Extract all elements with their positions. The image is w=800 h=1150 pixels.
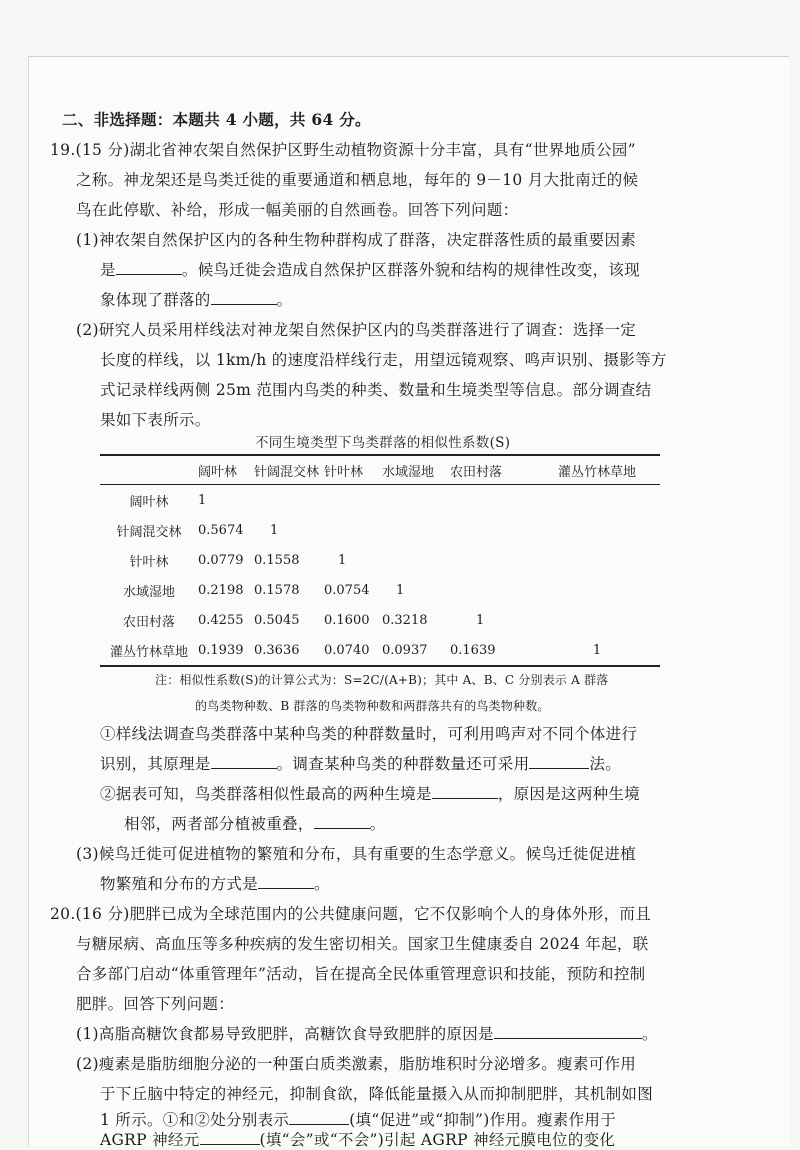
table-cell: 0.1578: [254, 582, 300, 598]
q20-p2-line4: AGRP 神经元 (填“会”或“不会”)引起 AGRP 神经元膜电位的变化: [100, 1131, 616, 1149]
q19-line3: 鸟在此停歇、补给，形成一幅美丽的自然画卷。回答下列问题：: [76, 201, 519, 219]
table-cell: [534, 545, 660, 575]
table-header-cell: 针叶林: [324, 455, 382, 485]
table-cell: 0.0779: [198, 552, 244, 568]
q19-s2-line1: ②据表可知，鸟类群落相似性最高的两种生境是 ，原因是这两种生境: [100, 785, 641, 803]
table-cell: [254, 485, 324, 516]
table-header-row: [100, 455, 660, 485]
row-label: 灌丛竹林草地: [100, 635, 198, 666]
table-row: [100, 635, 660, 666]
table-cell: 1: [198, 492, 207, 508]
table-cell: [382, 515, 450, 545]
q19-line2: 之称。神龙架还是鸟类迁徙的重要通道和栖息地，每年的 9－10 月大批南迁的候: [76, 171, 639, 189]
table-note-line2: 的鸟类物种数、B 群落的鸟类物种数和两群落共有的鸟类物种数。: [195, 699, 550, 713]
table-cell: [324, 515, 382, 545]
similarity-table: [100, 454, 660, 667]
q19-p2-line3: 式记录样线两侧 25m 范围内鸟类的种类、数量和生境类型等信息。部分调查结: [100, 381, 652, 399]
table-cell: 0.1939: [198, 635, 254, 666]
q19-line1: 19.(15 分)湖北省神农架自然保护区野生动植物资源十分丰富，具有“世界地质公园”: [50, 141, 636, 159]
table-cell: [534, 485, 660, 516]
answer-blank[interactable]: [314, 814, 370, 829]
q19-p3-line2: 物繁殖和分布的方式是 。: [100, 875, 330, 893]
table-cell: 0.4255: [198, 612, 244, 628]
table-cell: 0.1600: [324, 612, 370, 628]
table-cell: 1: [338, 552, 347, 568]
answer-blank[interactable]: [258, 874, 314, 889]
table-cell: 0.3218: [382, 612, 428, 628]
q19-p1-line2: 是 。候鸟迁徙会造成自然保护区群落外貌和结构的规律性改变，该现: [100, 261, 641, 279]
row-label: 水域湿地: [122, 584, 175, 600]
table-cell: 0.5045: [254, 612, 300, 628]
table-cell: [450, 485, 534, 516]
table-cell: [534, 575, 660, 605]
q20-p2-line1: (2)瘦素是脂肪细胞分泌的一种蛋白质类激素，脂肪堆积时分泌增多。瘦素可作用: [76, 1055, 637, 1073]
q19-s1-line2: 识别，其原理是 。调查某种鸟类的种群数量还可采用 法。: [100, 755, 622, 773]
table-cell: 0.1558: [254, 552, 300, 568]
table-cell: 1: [396, 582, 405, 598]
row-label: 农田村落: [122, 614, 175, 630]
answer-blank[interactable]: [432, 784, 498, 799]
table-cell: 0.0754: [324, 582, 370, 598]
row-label: 针叶林: [129, 554, 169, 570]
table-note-line1: 注：相似性系数(S)的计算公式为：S=2C/(A+B)；其中 A、B、C 分别表示 A 群落: [155, 673, 609, 687]
table-cell: 0.1639: [450, 635, 534, 666]
q19-p1-line3: 象体现了群落的 。: [100, 291, 293, 309]
table-row: [100, 605, 660, 635]
table-cell: 1: [534, 635, 660, 666]
table-cell: [450, 515, 534, 545]
table-cell: 0.2198: [198, 582, 244, 598]
table-cell: 0.0937: [382, 635, 450, 666]
q20-p2-line3: 1 所示。①和②处分别表示 (填“促进”或“抑制”)作用。瘦素作用于: [100, 1111, 616, 1129]
answer-blank[interactable]: [529, 754, 589, 769]
table-row: [100, 485, 660, 516]
table-cell: [534, 605, 660, 635]
answer-blank[interactable]: [494, 1024, 642, 1039]
table-caption: 不同生境类型下鸟类群落的相似性系数(S): [255, 435, 511, 451]
table-cell: [534, 515, 660, 545]
table-header-cell: 水域湿地: [382, 455, 450, 485]
table-cell: [382, 545, 450, 575]
q19-p2-line2: 长度的样线，以 1km/h 的速度沿样线行走，用望远镜观察、鸣声识别、摄影等方: [100, 351, 667, 369]
table-cell: 0.5674: [198, 522, 244, 538]
q20-line1: 20.(16 分)肥胖已成为全球范围内的公共健康问题，它不仅影响个人的身体外形，而且: [50, 905, 651, 923]
table-header-cell: 灌丛竹林草地: [534, 455, 660, 485]
answer-blank[interactable]: [200, 1130, 260, 1145]
q19-s2-line2: 相邻，两者部分植被重叠， 。: [124, 815, 386, 833]
q19-p2-line1: (2)研究人员采用样线法对神龙架自然保护区内的鸟类群落进行了调查：选择一定: [76, 321, 637, 339]
answer-blank[interactable]: [289, 1110, 349, 1125]
answer-blank[interactable]: [211, 754, 277, 769]
q20-p2-line2: 于下丘脑中特定的神经元，抑制食欲，降低能量摄入从而抑制肥胖，其机制如图: [100, 1085, 654, 1103]
table-cell: [324, 485, 382, 516]
section-heading: 二、非选择题：本题共 4 小题，共 64 分。: [62, 110, 371, 129]
table-cell: 0.3636: [254, 635, 324, 666]
q19-p2-line4: 果如下表所示。: [100, 411, 211, 429]
table-header-cell: 农田村落: [450, 455, 534, 485]
table-row: [100, 545, 660, 575]
q19-s1-line1: ①样线法调查鸟类群落中某种鸟类的种群数量时，可利用鸣声对不同个体进行: [100, 725, 638, 743]
q20-line3: 合多部门启动“体重管理年”活动，旨在提高全民体重管理意识和技能，预防和控制: [76, 965, 646, 983]
table-cell: [450, 545, 534, 575]
q19-p3-line1: (3)候鸟迁徙可促进植物的繁殖和分布，具有重要的生态学意义。候鸟迁徙促进植: [76, 845, 637, 863]
table-cell: [450, 575, 534, 605]
row-label: 阔叶林: [129, 494, 169, 510]
q20-p1: (1)高脂高糖饮食都易导致肥胖，高糖饮食导致肥胖的原因是 。: [76, 1025, 658, 1043]
table-cell: 0.0740: [324, 635, 382, 666]
q19-p1-line1: (1)神农架自然保护区内的各种生物种群构成了群落，决定群落性质的最重要因素: [76, 231, 637, 249]
table-row: [100, 575, 660, 605]
table-cell: [382, 485, 450, 516]
row-label: 针阔混交林: [116, 524, 182, 540]
answer-blank[interactable]: [116, 260, 182, 275]
q20-line4: 肥胖。回答下列问题：: [76, 995, 235, 1013]
answer-blank[interactable]: [211, 290, 277, 305]
table-header-cell: 阔叶林: [198, 455, 254, 485]
q20-line2: 与糖尿病、高血压等多种疾病的发生密切相关。国家卫生健康委自 2024 年起，联: [76, 935, 649, 953]
table-header-cell: 针阔混交林: [254, 455, 324, 485]
table-cell: 1: [476, 612, 485, 628]
table-row: [100, 515, 660, 545]
table-cell: 1: [270, 522, 279, 538]
table-header-cell: [100, 455, 198, 485]
